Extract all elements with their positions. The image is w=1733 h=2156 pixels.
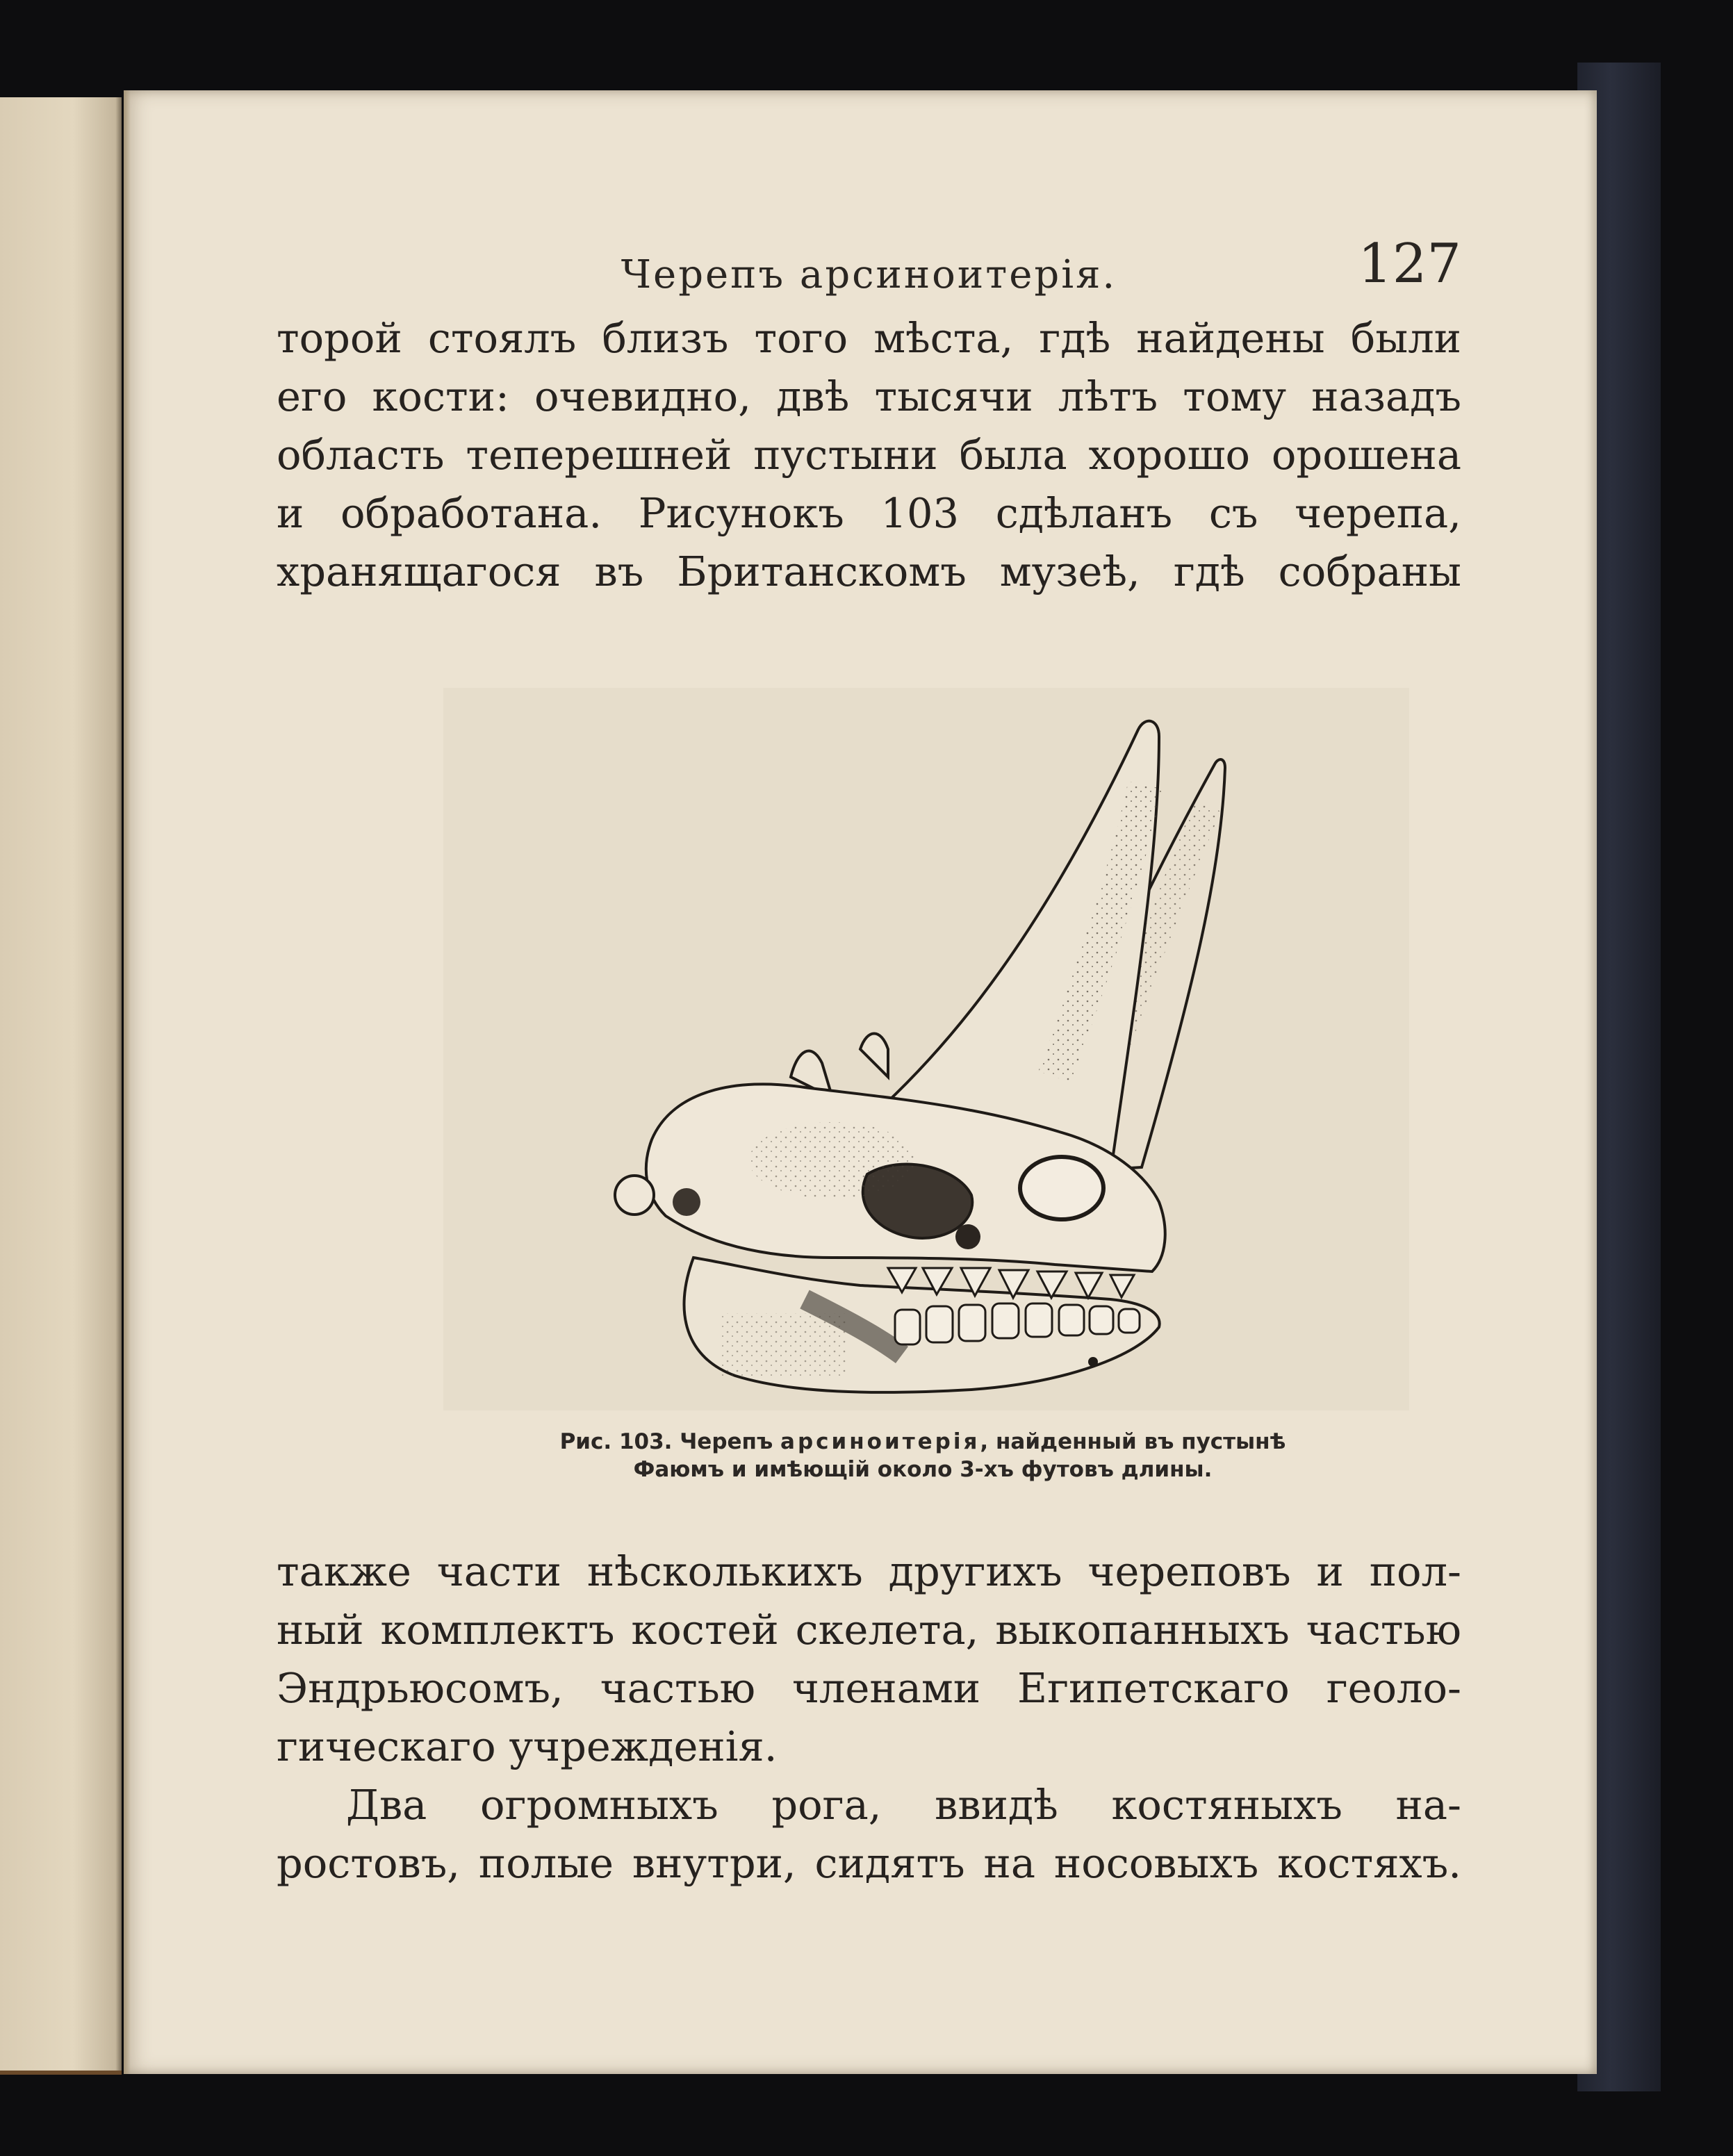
caption-line-1 <box>416 1428 1430 1456</box>
running-head: Черепъ арсиноитерія. <box>621 252 1117 297</box>
text-line: торой стоялъ близъ того мѣста, гдѣ найдены были <box>277 314 1461 362</box>
text-line: область теперешней пустыни была хорошо орошена <box>277 431 1461 479</box>
text-line: ростовъ, полые внутри, сидятъ на носовыхъ костяхъ. <box>277 1839 1461 1887</box>
text-line: также части нѣсколькихъ другихъ череповъ и пол- <box>277 1547 1461 1595</box>
text-line: хранящагося въ Британскомъ музеѣ, гдѣ собраны <box>277 548 1461 595</box>
caption-prefix: Рис. 103. Черепъ <box>559 1429 781 1454</box>
left-page <box>0 97 122 2075</box>
body-text-top <box>277 309 1461 601</box>
page-gutter <box>124 90 131 2074</box>
body-text-bottom <box>277 1542 1461 1893</box>
caption-line-2: Фаюмъ и имѣющій около 3-хъ футовъ длины. <box>633 1457 1213 1482</box>
book-page <box>124 90 1597 2074</box>
page-number: 127 <box>1358 233 1461 295</box>
text-line: ный комплектъ костей скелета, выкопанныхъ частью <box>277 1606 1461 1654</box>
page-header <box>277 233 1461 309</box>
text-line: Два огромныхъ рога, ввидѣ костяныхъ на- <box>346 1781 1461 1829</box>
figure-caption <box>416 1428 1430 1483</box>
skull-illustration <box>443 688 1409 1410</box>
text-line: Эндрьюсомъ, частью членами Египетскаго геоло- <box>277 1664 1461 1712</box>
text-line: и обработана. Рисунокъ 103 сдѣланъ съ черепа, <box>277 489 1461 537</box>
arsinoitherium-skull-drawing <box>443 688 1409 1410</box>
text-line: гическаго учрежденія. <box>277 1722 778 1770</box>
text-line: его кости: очевидно, двѣ тысячи лѣтъ тому назадъ <box>277 372 1461 420</box>
caption-term: арсиноитерія <box>780 1429 980 1454</box>
caption-rest: , найденный въ пустынѣ <box>980 1429 1286 1454</box>
